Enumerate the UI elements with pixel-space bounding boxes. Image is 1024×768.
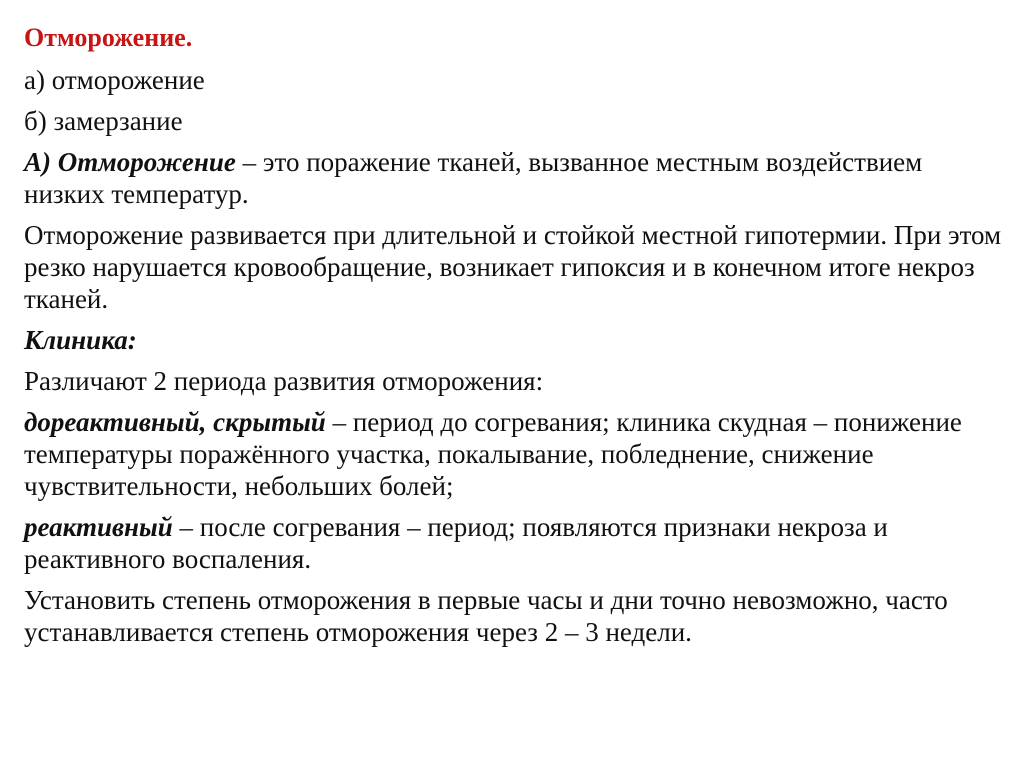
periods-intro: Различают 2 периода развития отморожения:	[24, 366, 544, 396]
period-prereactive	[24, 406, 1004, 502]
list-item-a: а) отморожение	[24, 65, 205, 95]
period-prereactive-text: – период до согревания; клиника скудная – понижение температуры поражённого участка, покалывание, побледнение, снижение чувствительности, небольших болей;	[24, 407, 962, 501]
conclusion-paragraph: Установить степень отморожения в первые часы и дни точно невозможно, часто устанавливается степень отморожения через 2 – 3 недели.	[24, 585, 948, 647]
clinic-heading: Клиника:	[24, 325, 137, 355]
development-paragraph: Отморожение развивается при длительной и стойкой местной гипотермии. При этом резко нарушается кровообращение, возникает гипоксия и в конечном итоге некроз тканей.	[24, 220, 1002, 314]
slide-content	[24, 22, 1004, 657]
definition-paragraph	[24, 146, 1004, 210]
period-prereactive-term: дореактивный, скрытый	[24, 407, 326, 437]
definition-term: А) Отморожение	[24, 147, 236, 177]
period-reactive	[24, 511, 1004, 575]
definition-text: – это поражение тканей, вызванное местным воздействием низких температур.	[24, 147, 923, 209]
list-item-b: б) замерзание	[24, 106, 183, 136]
period-reactive-term: реактивный	[24, 512, 173, 542]
period-reactive-text: – после согревания – период; появляются признаки некроза и реактивного воспаления.	[24, 512, 888, 574]
slide-title: Отморожение.	[24, 23, 193, 52]
